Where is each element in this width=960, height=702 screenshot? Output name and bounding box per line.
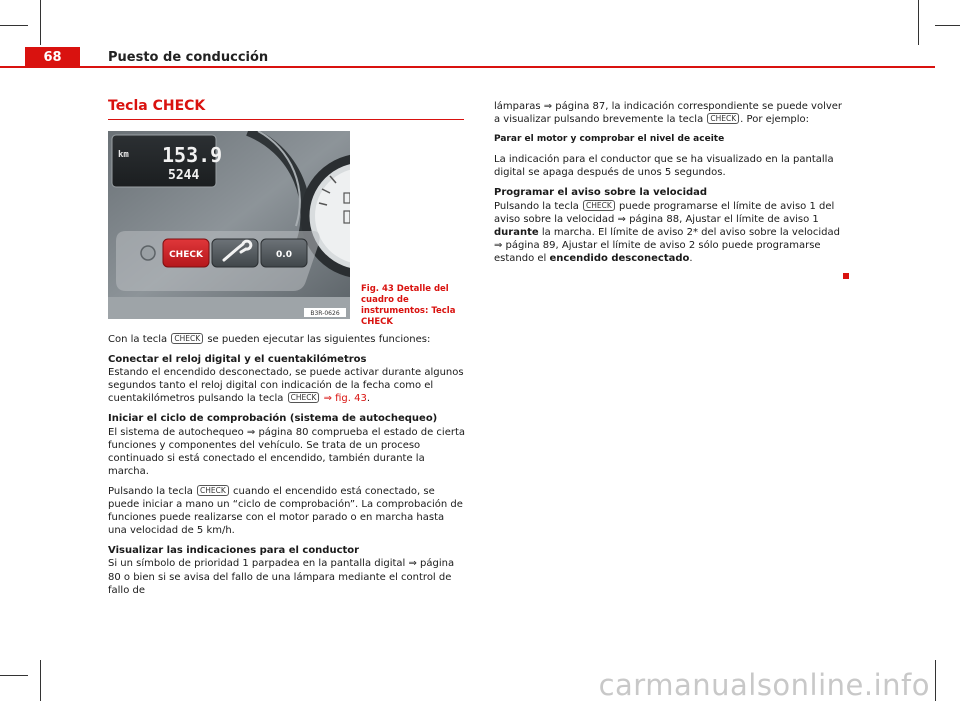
intro-paragraph	[108, 333, 465, 346]
text: puede programarse el límite de aviso 1 del aviso sobre la velocidad ⇒ página 88, Ajustar el límite de aviso 1	[494, 200, 835, 225]
right-column	[494, 100, 844, 272]
header-rule	[0, 66, 935, 68]
paragraph-display-off: La indicación para el conductor que se ha visualizado en la pantalla digital se apaga después de unos 5 segundos.	[494, 154, 834, 179]
text: Pulsando la tecla	[108, 485, 193, 497]
paragraph-driver-info: Si un símbolo de prioridad 1 parpadea en la pantalla digital ⇒ página 80 o bien si se avisa del fallo de una lámpara mediante el control de fallo de	[108, 558, 455, 596]
subheading-driver-info: Visualizar las indicaciones para el conductor	[108, 545, 360, 557]
text: lámparas ⇒ página 87, la indicación correspondiente se puede volver a visualizar pulsando brevemente la tecla	[494, 101, 843, 126]
figure-reference-link[interactable]: ⇒ fig. 43	[323, 393, 367, 405]
subheading-clock: Conectar el reloj digital y el cuentakilómetros	[108, 354, 367, 366]
instrument-cluster-figure	[108, 131, 350, 319]
check-key: CHECK	[197, 485, 229, 496]
left-column	[108, 333, 465, 604]
check-key: CHECK	[288, 392, 320, 403]
section-end-marker	[843, 273, 849, 279]
text: .	[689, 252, 693, 264]
page-number: 68	[25, 47, 80, 68]
check-key: CHECK	[171, 333, 203, 344]
text: se pueden ejecutar las siguientes funciones:	[207, 334, 431, 345]
header-title: Puesto de conducción	[108, 50, 269, 65]
reset-button-label: 0.0	[276, 250, 292, 260]
crop-mark	[935, 25, 960, 26]
figure-caption: Fig. 43 Detalle del cuadro de instrumentos: Tecla CHECK	[361, 284, 456, 327]
section-title: Tecla CHECK	[108, 98, 206, 114]
text: Con la tecla	[108, 334, 168, 345]
section-rule	[108, 119, 464, 120]
paragraph-clock	[108, 366, 465, 405]
crop-mark	[40, 0, 41, 45]
paragraph-manual-check	[108, 485, 465, 537]
display-km-label: km	[118, 150, 129, 160]
check-key: CHECK	[583, 200, 615, 211]
text: la marcha. El límite de aviso 2* del aviso sobre la velocidad ⇒ página 89, Ajustar el límite de aviso 2 sólo puede programarse estando el	[494, 226, 840, 264]
check-button-label: CHECK	[169, 250, 203, 260]
crop-mark	[0, 25, 28, 26]
crop-mark	[935, 660, 936, 701]
figure-ref-code: B3R-0626	[310, 310, 340, 317]
text: . Por ejemplo:	[740, 114, 810, 126]
text: Estando el encendido desconectado, se puede activar durante algunos segundos tanto el reloj digital con indicación de la fecha como el cuentakilómetros pulsando la tecla	[108, 367, 464, 405]
paragraph-speed-warning	[494, 200, 844, 265]
text-bold: encendido desconectado	[549, 252, 690, 264]
display-odometer-value: 5244	[168, 168, 200, 183]
text: Pulsando la tecla	[494, 200, 579, 212]
paragraph-check-cycle: El sistema de autochequeo ⇒ página 80 comprueba el estado de cierta funciones y componentes del vehículo. Se trata de un proceso continuado si está conectado el encendido, también durante la marcha.	[108, 426, 466, 477]
text-bold: durante	[494, 226, 539, 238]
subheading-speed-warning: Programar el aviso sobre la velocidad	[494, 187, 708, 199]
text: cuando el encendido está conectado, se puede iniciar a mano un “ciclo de comprobación”. La comprobación de funciones puede realizarse con el motor parado o en marcha hasta una velocidad de 5 km/h.	[108, 485, 463, 537]
indicator-light	[141, 246, 155, 260]
text: .	[366, 393, 371, 405]
paragraph-lamps	[494, 100, 844, 126]
example-message: Parar el motor y comprobar el nivel de aceite	[494, 134, 725, 145]
check-key: CHECK	[707, 113, 739, 124]
crop-mark	[918, 0, 919, 45]
watermark: carmanualsonline.info	[598, 668, 930, 702]
subheading-check-cycle: Iniciar el ciclo de comprobación (sistema de autochequeo)	[108, 413, 438, 425]
display-trip-value: 153.9	[162, 143, 223, 167]
